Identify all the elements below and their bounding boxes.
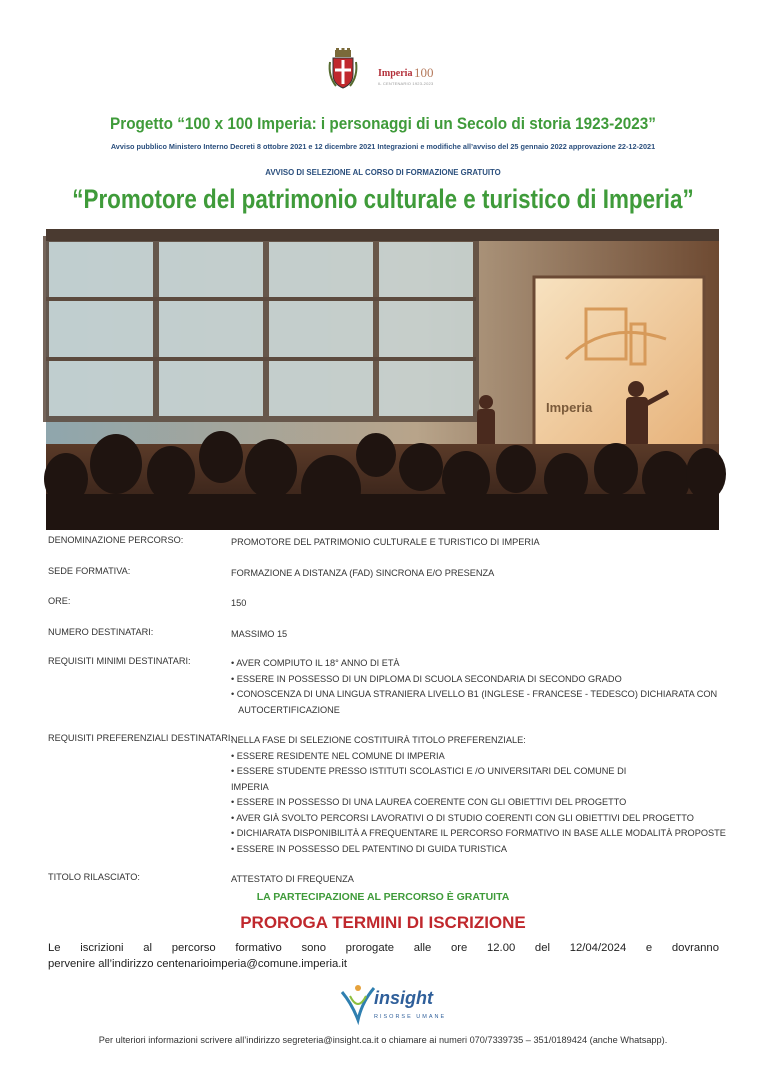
extension-text-email: pervenire all’indirizzo centenarioimperia@comune.imperia.it [48,958,348,970]
detail-value [231,656,718,718]
detail-line: MASSIMO 15 [231,629,288,639]
course-title: “Promotore del patrimonio culturale e turistico di Imperia” [72,184,694,214]
notice-subtitle: Avviso pubblico Ministero Interno Decreti 8 ottobre 2021 e 12 dicembre 2021 Integrazioni e modifiche all’avviso del 25 gennaio 2022 approvazione 22-12-2021 [110,142,656,151]
detail-value [231,596,711,612]
detail-line: • AVER GIÀ SVOLTO PERCORSI LAVORATIVI O DI STUDIO COERENTI CON GLI OBIETTIVI DEL PROGETTO [231,812,694,823]
sponsor-sub: RISORSE UMANE [374,1014,447,1020]
detail-value [231,872,711,888]
detail-line: • CONOSCENZA DI UNA LINGUA STRANIERA LIVELLO B1 (INGLESE - FRANCESE - TEDESCO) DICHIARATA CON [231,689,718,699]
footer-contacts: Per ulteriori informazioni scrivere all’indirizzo segreteria@insight.ca.it o chiamare ai numeri 070/7339735 – 351/0189424 (anche Whatsapp). [98,1035,668,1045]
detail-line: NELLA FASE DI SELEZIONE COSTITUIRÀ TITOLO PREFERENZIALE: [231,735,526,745]
extension-title: PROROGA TERMINI DI ISCRIZIONE [240,913,526,932]
brand-subtitle: IL CENTENARIO 1923-2023 [378,81,434,86]
detail-label: ORE: [48,596,71,606]
detail-line: • ESSERE RESIDENTE NEL COMUNE DI IMPERIA [231,750,445,761]
insight-logo-icon [340,982,447,1030]
detail-label: NUMERO DESTINATARI: [48,627,154,637]
detail-line: 150 [231,598,247,608]
detail-line: IMPERIA [231,781,269,792]
brand-name: Imperia [378,68,413,79]
project-title: Progetto “100 x 100 Imperia: i personaggi di un Secolo di storia 1923-2023” [110,114,656,133]
screen-text: Imperia [546,400,593,415]
detail-line: PROMOTORE DEL PATRIMONIO CULTURALE E TURISTICO DI IMPERIA [231,537,540,547]
extension-text: Le iscrizioni al percorso formativo sono prorogate alle ore 12.00 del 12/04/2024 e dovranno [48,942,719,954]
detail-line: • ESSERE IN POSSESSO DI UNA LAUREA COERENTE CON GLI OBIETTIVI DEL PROGETTO [231,797,627,807]
free-participation-notice: LA PARTECIPAZIONE AL PERCORSO È GRATUITA [256,891,510,903]
detail-label: REQUISITI PREFERENZIALI DESTINATARI: [48,733,233,743]
classroom-illustration [46,229,719,530]
detail-value [231,733,726,857]
detail-label: TITOLO RILASCIATO: [48,872,140,882]
detail-line: AUTOCERTIFICAZIONE [231,704,340,715]
detail-line: • ESSERE IN POSSESSO DI UN DIPLOMA DI SCUOLA SECONDARIA DI SECONDO GRADO [231,673,622,684]
sponsor-name: insight [374,988,433,1008]
detail-value [231,535,711,551]
selection-heading: AVVISO DI SELEZIONE AL CORSO DI FORMAZIONE GRATUITO [265,167,501,177]
header-logos [0,48,766,94]
detail-value [231,627,711,643]
detail-line: • DICHIARATA DISPONIBILITÀ A FREQUENTARE IL PERCORSO FORMATIVO IN BASE ALLE MODALITÀ PROPOSTE [231,828,726,838]
detail-line: • ESSERE STUDENTE PRESSO ISTITUTI SCOLASTICI E /O UNIVERSITARI DEL COMUNE DI [231,766,627,776]
brand-mark: 100 [414,65,434,80]
detail-line: • AVER COMPIUTO IL 18° ANNO DI ETÀ [231,658,400,668]
city-crest-icon [328,48,358,90]
detail-value [231,566,711,582]
detail-line: FORMAZIONE A DISTANZA (FAD) SINCRONA E/O PRESENZA [231,568,495,578]
detail-label: REQUISITI MINIMI DESTINATARI: [48,656,191,666]
detail-label: DENOMINAZIONE PERCORSO: [48,535,184,545]
detail-line: ATTESTATO DI FREQUENZA [231,874,354,884]
detail-line: • ESSERE IN POSSESSO DEL PATENTINO DI GUIDA TURISTICA [231,843,508,854]
detail-label: SEDE FORMATIVA: [48,566,131,576]
